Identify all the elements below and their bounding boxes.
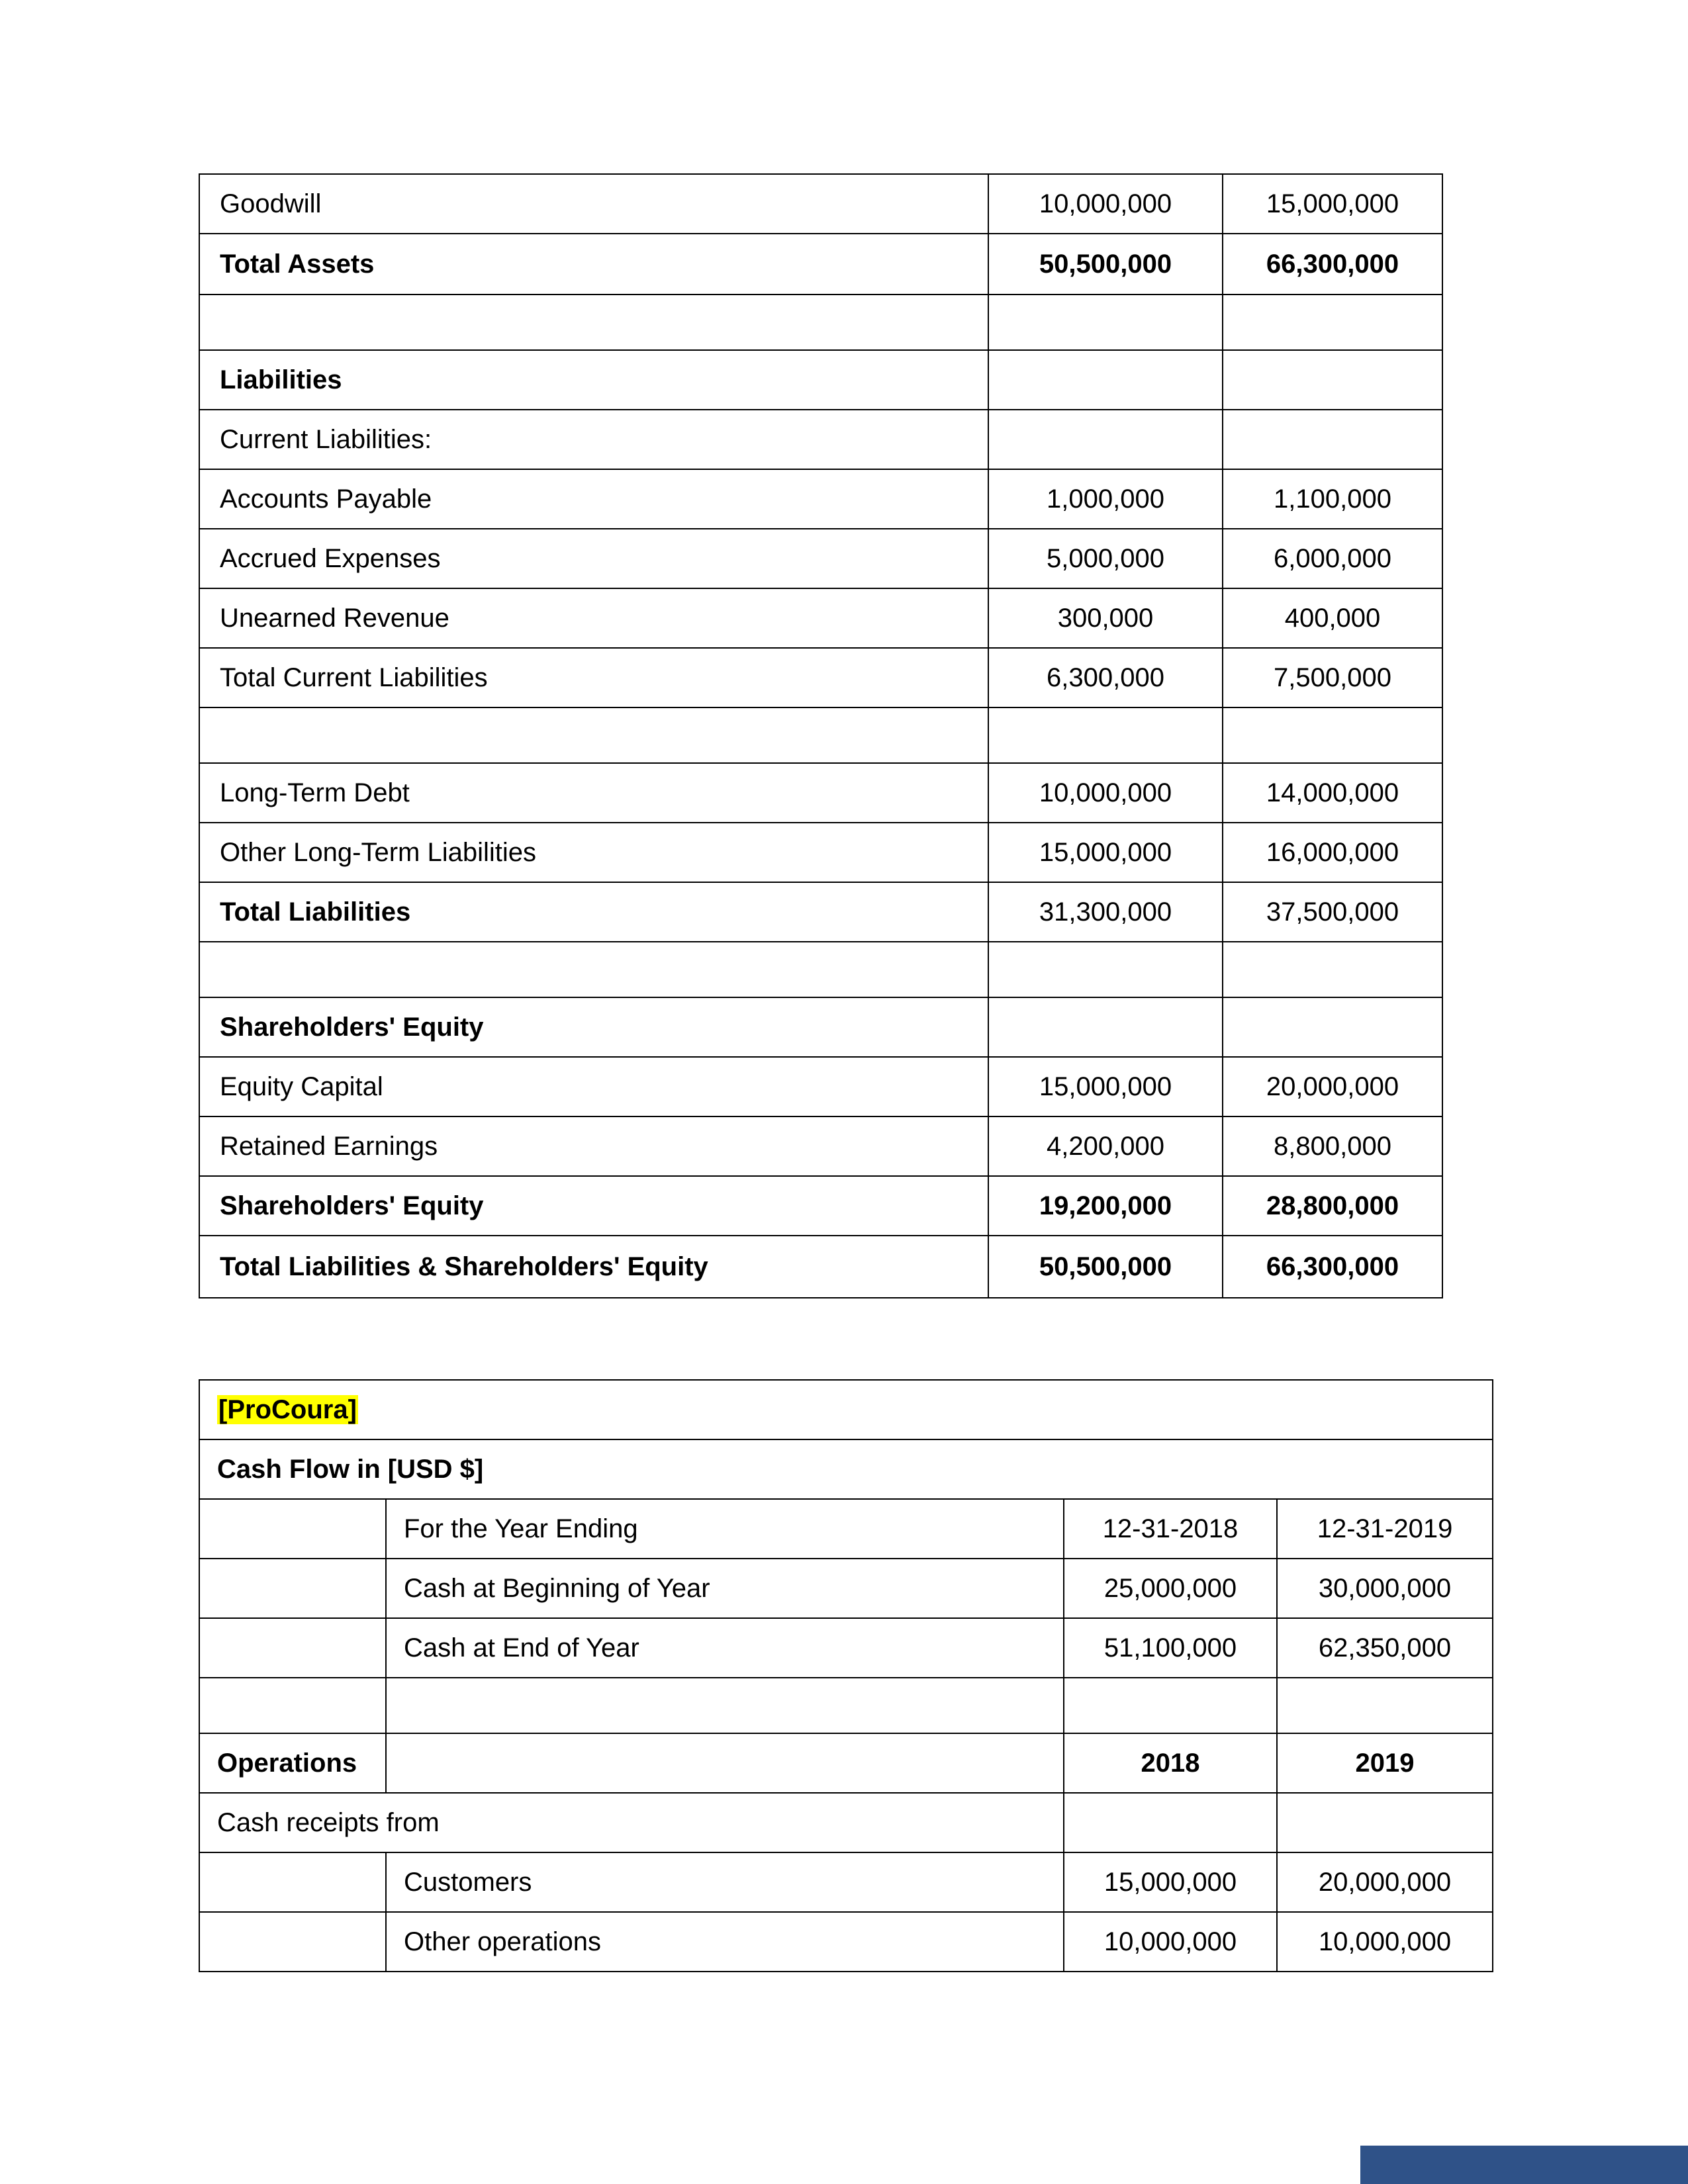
year-2018-header: 2018 — [1064, 1733, 1277, 1793]
table-row — [199, 350, 1442, 410]
empty-cell — [199, 1912, 386, 1972]
cash-end-2019: 62,350,000 — [1277, 1618, 1493, 1678]
cash-begin-label: Cash at Beginning of Year — [386, 1559, 1064, 1618]
empty-cell — [199, 1499, 386, 1559]
empty-cell — [199, 1618, 386, 1678]
customers-label: Customers — [386, 1852, 1064, 1912]
row-label: Total Current Liabilities — [199, 648, 988, 707]
row-label: Long-Term Debt — [199, 763, 988, 823]
value-2018: 15,000,000 — [988, 823, 1223, 882]
other-operations-label: Other operations — [386, 1912, 1064, 1972]
row-label: Shareholders' Equity — [199, 1176, 988, 1236]
table-row — [199, 529, 1442, 588]
row-label: Shareholders' Equity — [199, 997, 988, 1057]
cash-begin-2019: 30,000,000 — [1277, 1559, 1493, 1618]
value-2019 — [1223, 942, 1442, 997]
year-2019-header: 2019 — [1277, 1733, 1493, 1793]
value-2019: 66,300,000 — [1223, 234, 1442, 295]
value-2018 — [988, 410, 1223, 469]
value-2019: 1,100,000 — [1223, 469, 1442, 529]
empty-cell — [386, 1733, 1064, 1793]
table-row — [199, 823, 1442, 882]
row-label: Equity Capital — [199, 1057, 988, 1116]
value-2018: 19,200,000 — [988, 1176, 1223, 1236]
value-2019 — [1223, 350, 1442, 410]
value-2018: 6,300,000 — [988, 648, 1223, 707]
cash-end-2018: 51,100,000 — [1064, 1618, 1277, 1678]
table-row — [199, 295, 1442, 350]
row-label — [199, 707, 988, 763]
value-2018 — [988, 350, 1223, 410]
value-2019 — [1223, 707, 1442, 763]
balance-sheet-table — [199, 173, 1443, 1298]
value-2019: 37,500,000 — [1223, 882, 1442, 942]
period-row — [199, 1499, 1493, 1559]
cash-end-label: Cash at End of Year — [386, 1618, 1064, 1678]
value-2019 — [1223, 410, 1442, 469]
value-2018: 50,500,000 — [988, 234, 1223, 295]
row-label: Total Liabilities & Shareholders' Equity — [199, 1236, 988, 1298]
value-2018: 1,000,000 — [988, 469, 1223, 529]
cash-begin-row — [199, 1559, 1493, 1618]
table-row — [199, 1057, 1442, 1116]
value-2019: 14,000,000 — [1223, 763, 1442, 823]
empty-cell — [1277, 1678, 1493, 1733]
cash-flow-body — [199, 1380, 1493, 1972]
table-row — [199, 1236, 1442, 1298]
value-2018: 15,000,000 — [988, 1057, 1223, 1116]
value-2019 — [1223, 295, 1442, 350]
value-2018 — [988, 997, 1223, 1057]
empty-cell — [1064, 1678, 1277, 1733]
value-2018: 5,000,000 — [988, 529, 1223, 588]
balance-sheet-body — [199, 174, 1442, 1298]
value-2019: 15,000,000 — [1223, 174, 1442, 234]
row-label: Accrued Expenses — [199, 529, 988, 588]
receipts-row — [199, 1793, 1493, 1852]
other-operations-2018: 10,000,000 — [1064, 1912, 1277, 1972]
value-2019: 16,000,000 — [1223, 823, 1442, 882]
table-row — [199, 469, 1442, 529]
cash-end-row — [199, 1618, 1493, 1678]
row-label: Other Long-Term Liabilities — [199, 823, 988, 882]
cash-flow-table — [199, 1379, 1493, 1972]
row-label: Total Assets — [199, 234, 988, 295]
other-operations-row — [199, 1912, 1493, 1972]
empty-cell — [199, 1852, 386, 1912]
period-label: For the Year Ending — [386, 1499, 1064, 1559]
table-row — [199, 763, 1442, 823]
value-2018 — [988, 942, 1223, 997]
value-2018: 10,000,000 — [988, 174, 1223, 234]
value-2019: 400,000 — [1223, 588, 1442, 648]
value-2019: 66,300,000 — [1223, 1236, 1442, 1298]
period-2019: 12-31-2019 — [1277, 1499, 1493, 1559]
value-2018: 50,500,000 — [988, 1236, 1223, 1298]
table-row — [199, 648, 1442, 707]
row-label: Current Liabilities: — [199, 410, 988, 469]
row-label — [199, 295, 988, 350]
company-row — [199, 1380, 1493, 1439]
table-row — [199, 588, 1442, 648]
operations-row — [199, 1733, 1493, 1793]
cash-flow-title: Cash Flow in [USD $] — [199, 1439, 1493, 1499]
row-label: Accounts Payable — [199, 469, 988, 529]
value-2019: 8,800,000 — [1223, 1116, 1442, 1176]
table-row — [199, 1176, 1442, 1236]
row-label: Total Liabilities — [199, 882, 988, 942]
customers-2019: 20,000,000 — [1277, 1852, 1493, 1912]
row-label: Retained Earnings — [199, 1116, 988, 1176]
value-2018: 31,300,000 — [988, 882, 1223, 942]
row-label: Liabilities — [199, 350, 988, 410]
table-row — [199, 410, 1442, 469]
footer-accent-bar — [1360, 2146, 1688, 2184]
spacer-row — [199, 1678, 1493, 1733]
value-2018 — [988, 295, 1223, 350]
customers-2018: 15,000,000 — [1064, 1852, 1277, 1912]
empty-cell — [1277, 1793, 1493, 1852]
value-2018: 300,000 — [988, 588, 1223, 648]
empty-cell — [199, 1678, 386, 1733]
title-row — [199, 1439, 1493, 1499]
table-row — [199, 707, 1442, 763]
company-name: [ProCoura] — [218, 1394, 357, 1424]
value-2018: 10,000,000 — [988, 763, 1223, 823]
operations-label: Operations — [199, 1733, 386, 1793]
customers-row — [199, 1852, 1493, 1912]
value-2019: 28,800,000 — [1223, 1176, 1442, 1236]
empty-cell — [386, 1678, 1064, 1733]
receipts-label: Cash receipts from — [199, 1793, 1064, 1852]
table-row — [199, 234, 1442, 295]
row-label: Unearned Revenue — [199, 588, 988, 648]
table-row — [199, 1116, 1442, 1176]
other-operations-2019: 10,000,000 — [1277, 1912, 1493, 1972]
table-row — [199, 997, 1442, 1057]
value-2019 — [1223, 997, 1442, 1057]
table-row — [199, 174, 1442, 234]
value-2018: 4,200,000 — [988, 1116, 1223, 1176]
value-2019: 6,000,000 — [1223, 529, 1442, 588]
row-label — [199, 942, 988, 997]
company-cell — [199, 1380, 1493, 1439]
cash-begin-2018: 25,000,000 — [1064, 1559, 1277, 1618]
value-2019: 7,500,000 — [1223, 648, 1442, 707]
table-row — [199, 942, 1442, 997]
empty-cell — [1064, 1793, 1277, 1852]
empty-cell — [199, 1559, 386, 1618]
value-2019: 20,000,000 — [1223, 1057, 1442, 1116]
value-2018 — [988, 707, 1223, 763]
period-2018: 12-31-2018 — [1064, 1499, 1277, 1559]
row-label: Goodwill — [199, 174, 988, 234]
table-row — [199, 882, 1442, 942]
